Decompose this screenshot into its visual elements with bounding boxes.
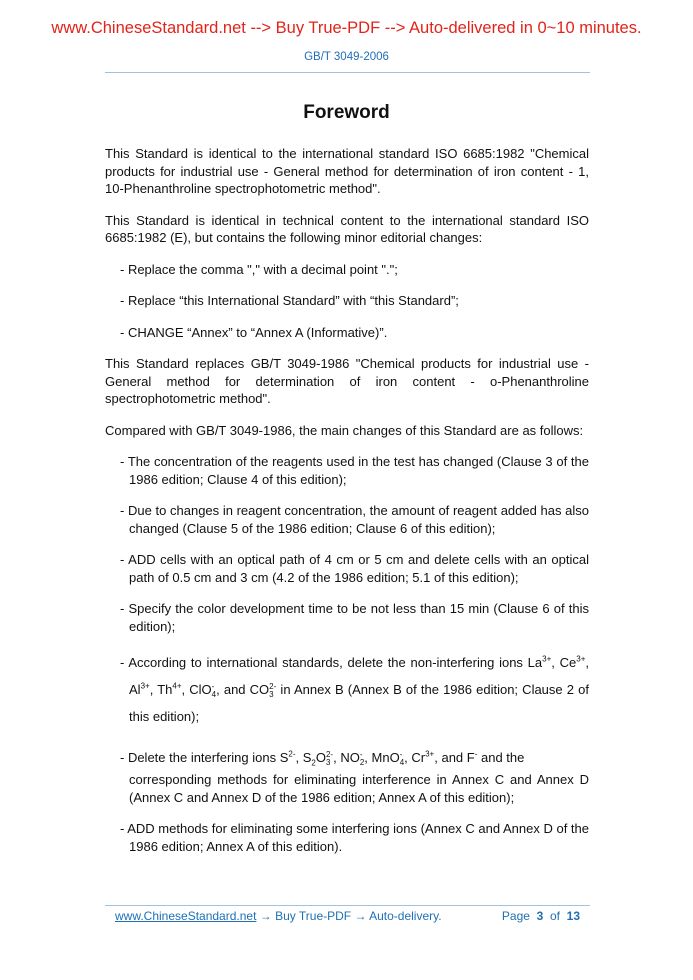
page-indicator: [502, 908, 580, 924]
subscript: 4: [399, 757, 405, 767]
list-item: - Due to changes in reagent concentration, the amount of reagent added has also changed (Clause 5 of the 1986 edition; Clause 6 of this edition);: [120, 503, 589, 536]
text-run: , Al: [129, 655, 589, 697]
footer: [115, 908, 580, 924]
text-run: O: [315, 750, 326, 765]
banner[interactable]: www.ChineseStandard.net --> Buy True-PDF --> Auto-delivered in 0~10 minutes.: [51, 19, 642, 37]
footer-link[interactable]: www.ChineseStandard.net: [115, 909, 257, 923]
paragraph: This Standard is identical in technical content to the international standard ISO 6685:1982 (E), but contains the following minor editorial changes:: [105, 212, 589, 245]
header-rule: [105, 72, 590, 73]
superscript: 4+: [172, 681, 182, 691]
superscript: -: [211, 681, 215, 691]
of-label: of: [549, 909, 560, 923]
text-run: , and F: [434, 750, 475, 765]
page-total: 13: [566, 909, 580, 923]
list-item: [120, 649, 589, 730]
superscript: -: [474, 749, 478, 759]
text-run: , Cr: [404, 750, 426, 765]
list-item: - Replace the comma "," with a decimal point ".";: [120, 261, 398, 277]
list-item: [120, 744, 589, 806]
subscript: 3: [325, 757, 331, 767]
list-item: - ADD methods for eliminating some interfering ions (Annex C and Annex D of the 1986 edition; Annex A of this edition).: [120, 821, 589, 854]
paragraph: This Standard is identical to the international standard ISO 6685:1982 "Chemical products for industrial use - General method for determination of iron content - 1, 10-Phenanthroline spectrophotometric method".: [105, 146, 589, 196]
subscript: 2: [311, 758, 316, 768]
text-run: , Ce: [551, 655, 577, 670]
list-item-first-line: [120, 744, 589, 771]
text-run: , and CO: [216, 682, 270, 697]
superscript: -: [399, 749, 403, 759]
superscript: 2-: [269, 681, 277, 691]
list-item: - CHANGE “Annex” to “Annex A (Informative)”.: [120, 324, 388, 340]
superscript: 3+: [425, 749, 435, 759]
superscript: -: [359, 749, 363, 759]
text-run: - According to international standards, delete the non-interfering ions La: [120, 655, 543, 670]
paragraph: This Standard replaces GB/T 3049-1986 "Chemical products for industrial use - General method for determination of iron content - o-Phenanthroline spectrophotometric method".: [105, 356, 589, 406]
text-run: and the: [477, 750, 525, 765]
superscript: 3+: [542, 654, 552, 664]
superscript: 2-: [288, 749, 296, 759]
footer-left: [115, 908, 442, 924]
page-title: Foreword: [303, 102, 390, 123]
list-item-continuation: corresponding methods for eliminating interference in Annex C and Annex D (Annex C and Annex D of the 1986 edition; Annex A of this edition);: [129, 772, 589, 805]
paragraph: Compared with GB/T 3049-1986, the main changes of this Standard are as follows:: [105, 422, 584, 438]
standard-number: GB/T 3049-2006: [304, 51, 389, 63]
text-run: - Delete the interfering ions S: [120, 750, 289, 765]
text-run: , MnO: [364, 750, 400, 765]
text-run: , S: [295, 750, 312, 765]
spacer: [0, 855, 693, 905]
text-run: in Annex B (Annex B of the 1986 edition; Clause 2 of this edition);: [129, 682, 589, 724]
foreword-body: [105, 145, 589, 855]
footer-text: → Buy True-PDF → Auto-delivery.: [256, 909, 442, 923]
page-label: Page: [501, 909, 530, 923]
text-run: , NO: [333, 750, 360, 765]
superscript: 2-: [325, 749, 334, 759]
text-run: , ClO: [181, 682, 212, 697]
list-item: - ADD cells with an optical path of 4 cm or 5 cm and delete cells with an optical path of 0.5 cm and 3 cm (4.2 of the 1986 edition; 5.1 of this edition);: [120, 552, 589, 585]
superscript: 3+: [140, 681, 150, 691]
footer-rule: [105, 905, 590, 906]
subscript: 4: [211, 689, 217, 699]
page-current: 3: [536, 909, 544, 923]
list-item: - Replace “this International Standard” with “this Standard”;: [120, 293, 459, 308]
subscript: 2: [359, 757, 365, 767]
subscript: 3: [269, 689, 274, 699]
list-item: - Specify the color development time to be not less than 15 min (Clause 6 of this edition);: [120, 601, 589, 634]
superscript: 3+: [576, 654, 586, 664]
list-item: - The concentration of the reagents used in the test has changed (Clause 3 of the 1986 edition; Clause 4 of this edition);: [120, 454, 589, 487]
text-run: , Th: [149, 682, 173, 697]
